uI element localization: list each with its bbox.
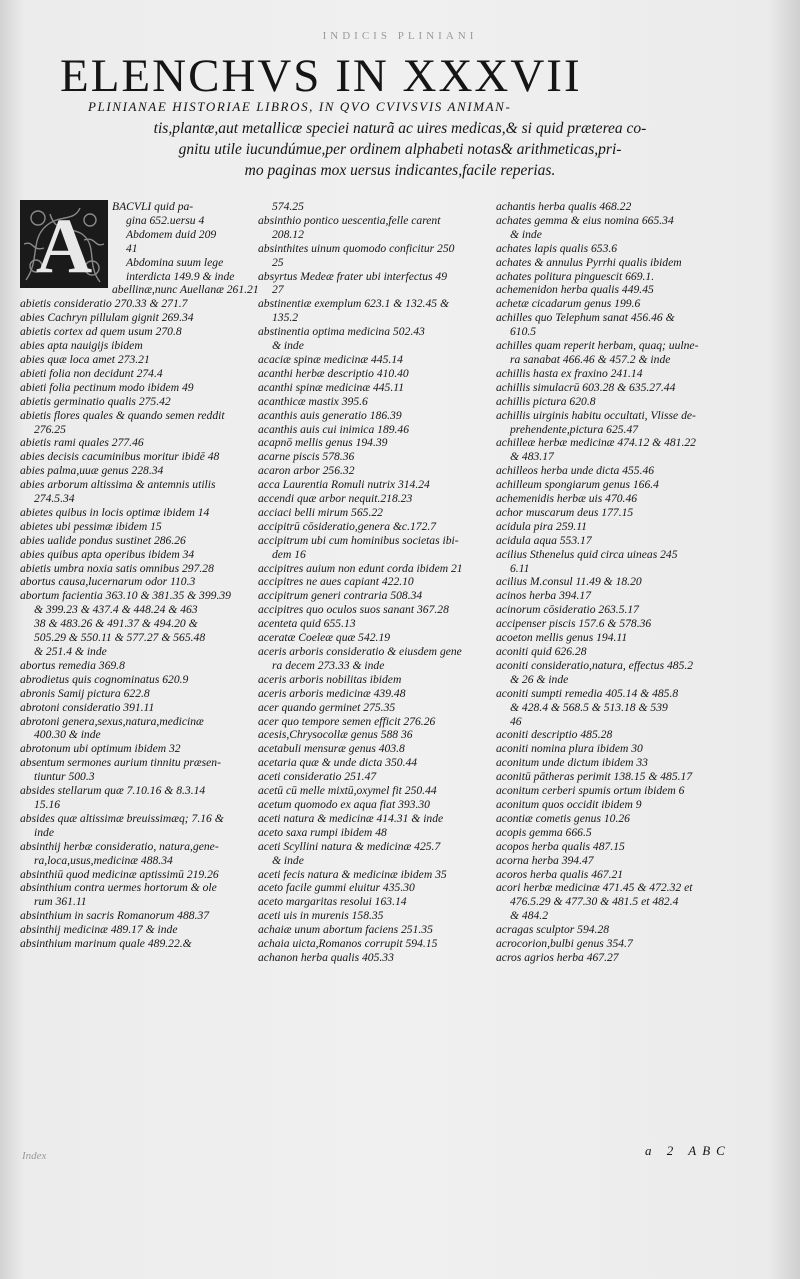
index-entry: gina 652.uersu 4 [126, 213, 205, 227]
index-entry: acetabuli mensuræ genus 403.8 [258, 742, 405, 756]
index-entry: absinthium in sacris Romanorum 488.37 [20, 909, 210, 923]
index-entry: absyrtus Medeæ frater ubi interfectus 49 [258, 269, 448, 283]
index-entry: acanthi herbæ descriptio 410.40 [258, 366, 409, 380]
index-entry: abies quæ loca amet 273.21 [20, 352, 150, 366]
footer-left-mark: Index [22, 1150, 47, 1162]
index-entry: abies decisis cacuminibus moritur ibidē 48 [20, 450, 220, 464]
index-entry: achetæ cicadarum genus 199.6 [496, 297, 641, 311]
index-entry: 476.5.29 & 477.30 & 481.5 et 482.4 [510, 895, 679, 909]
index-entry: 46 [510, 714, 522, 728]
index-column-2 [258, 200, 506, 965]
index-entry: acinos herba 394.17 [496, 589, 591, 603]
index-entry: dem 16 [272, 547, 306, 561]
index-entry: abies palma,uuæ genus 228.34 [20, 464, 164, 478]
index-entry: abstinentia optima medicina 502.43 [258, 325, 425, 339]
index-entry: acetum quomodo ex aqua fiat 393.30 [258, 797, 430, 811]
intro-paragraph [0, 118, 800, 181]
index-entry: ra,loca,usus,medicinæ 488.34 [34, 853, 173, 867]
index-entry: abrotoni genera,sexus,natura,medicinæ [20, 714, 204, 728]
index-entry: abortum facientia 363.10 & 381.35 & 399.39 [20, 589, 231, 603]
index-entry: achates politura pinguescit 669.1. [496, 269, 655, 283]
index-entry: acer quando germinet 275.35 [258, 700, 396, 714]
index-entry: 276.25 [34, 422, 66, 436]
index-entry: achaiæ unum abortum faciens 251.35 [258, 923, 433, 937]
index-entry: abellinæ,nunc Auellanæ 261.21 [112, 283, 259, 297]
index-entry: & 484.2 [510, 909, 549, 923]
index-entry: & inde [510, 227, 542, 241]
subtitle-caps: PLINIANAE HISTORIAE LIBROS, IN QVO CVIVSVIS ANIMAN- [88, 99, 512, 114]
index-entry: acrocorion,bulbi genus 354.7 [496, 937, 633, 951]
index-entry: aceto facile gummi eluitur 435.30 [258, 881, 415, 895]
index-entry: achillis uirginis habitu occultati, Vlisse de- [496, 408, 696, 422]
index-entry: abietis cortex ad quem usum 270.8 [20, 325, 182, 339]
index-entry: achates & annulus Pyrrhi qualis ibidem [496, 255, 682, 269]
index-entry: aconiti descriptio 485.28 [496, 728, 613, 742]
index-entry: accipitrum ubi cum hominibus societas ibi- [258, 533, 459, 547]
index-entry: abietis germinatio qualis 275.42 [20, 394, 171, 408]
index-entry: achilleos herba unde dicta 455.46 [496, 464, 655, 478]
index-entry: abies arborum altissima & antemnis utilis [20, 478, 216, 492]
index-entry: acorna herba 394.47 [496, 853, 594, 867]
index-entry: abrodietus quis cognominatus 620.9 [20, 672, 189, 686]
index-entry: acros agrios herba 467.27 [496, 950, 619, 964]
index-entry: accipitrum generi contraria 508.34 [258, 589, 423, 603]
index-entry: achemenidis herbæ uis 470.46 [496, 492, 638, 506]
index-entry: acenteta quid 655.13 [258, 617, 356, 631]
index-entry: BACVLI quid pa- [112, 200, 194, 213]
index-entry: acopis gemma 666.5 [496, 825, 592, 839]
index-entry: aconiti sumpti remedia 405.14 & 485.8 [496, 686, 679, 700]
index-entry: aceti uis in murenis 158.35 [258, 909, 384, 923]
index-entry: accendi quæ arbor nequit.218.23 [258, 492, 413, 506]
index-entry: 135.2 [272, 311, 299, 325]
index-entry: abies apta nauigijs ibidem [20, 339, 143, 353]
index-entry: aceris arboris nobilitas ibidem [258, 672, 402, 686]
index-entry: aceratæ Coeleæ quæ 542.19 [258, 631, 391, 645]
index-entry: abietes quibus in locis optimæ ibidem 14 [20, 505, 210, 519]
index-entry: achillis pictura 620.8 [496, 394, 596, 408]
index-entry: achillis simulacrū 603.28 & 635.27.44 [496, 380, 676, 394]
index-entry: tiuntur 500.3 [34, 770, 95, 784]
index-entry: aceris arboris medicinæ 439.48 [258, 686, 406, 700]
index-entry: & 251.4 & inde [34, 645, 107, 658]
index-entry: abietis umbra noxia satis omnibus 297.28 [20, 561, 214, 575]
index-entry: accipitres quo oculos suos sanant 367.28 [258, 603, 449, 617]
index-entry: accipitres auium non edunt corda ibidem 21 [258, 561, 463, 575]
index-entry: achillis hasta ex fraxino 241.14 [496, 366, 643, 380]
index-entry: aconitum quos occidit ibidem 9 [496, 797, 642, 811]
index-entry: interdicta 149.9 & inde [126, 269, 235, 283]
index-entry: acer quo tempore semen efficit 276.26 [258, 714, 436, 728]
index-entry: ra decem 273.33 & inde [272, 658, 385, 672]
index-entry: ra sanabat 466.46 & 457.2 & inde [510, 352, 671, 366]
index-entry: acetaria quæ & unde dicta 350.44 [258, 756, 418, 770]
index-entry: aconiti consideratio,natura, effectus 485.2 [496, 658, 694, 672]
index-entry: aconiti quid 626.28 [496, 645, 587, 658]
index-entry: aconitum cerberi spumis ortum ibidem 6 [496, 784, 685, 798]
index-entry: aconitum unde dictum ibidem 33 [496, 756, 648, 770]
index-entry: acanthis auis generatio 186.39 [258, 408, 402, 422]
index-entry: aceti consideratio 251.47 [258, 770, 377, 784]
index-entry: achaia uicta,Romanos corrupit 594.15 [258, 937, 438, 951]
initial-letter: A [35, 202, 93, 288]
index-entry: achilleæ herbæ medicinæ 474.12 & 481.22 [496, 436, 696, 450]
page-signature: a 2 ABC [645, 1143, 731, 1158]
index-entry: aconitū pātheras perimit 138.15 & 485.17 [496, 770, 693, 784]
index-entry: acapnō mellis genus 194.39 [258, 436, 388, 450]
index-entry: acidula pira 259.11 [496, 519, 587, 533]
index-entry: achilleum spongiarum genus 166.4 [496, 478, 659, 492]
index-entry: 208.12 [272, 227, 304, 241]
index-entry: achilles quam reperit herbam, quaq; uulne- [496, 339, 699, 353]
index-entry: acaron arbor 256.32 [258, 464, 355, 478]
index-entry: acinorum cōsideratio 263.5.17 [496, 603, 639, 617]
index-entry: abies quibus apta operibus ibidem 34 [20, 547, 195, 561]
index-entry: acilius Sthenelus quid circa uineas 245 [496, 547, 678, 561]
index-entry: aceto margaritas resolui 163.14 [258, 895, 407, 909]
index-entry: aceti Scyllini natura & medicinæ 425.7 [258, 839, 441, 853]
index-entry: rum 361.11 [34, 895, 87, 909]
index-entry: achor muscarum deus 177.15 [496, 505, 634, 519]
intro-line: tis,plantæ,aut metallicæ speciei naturã ac uires medicas,& si quid præterea co- [153, 120, 647, 137]
index-entry: acidula aqua 553.17 [496, 533, 592, 547]
index-entry: & 428.4 & 568.5 & 513.18 & 539 [510, 700, 668, 714]
index-entry: absinthium contra uermes hortorum & ole [20, 881, 217, 895]
index-entry: achates gemma & eius nomina 665.34 [496, 213, 674, 227]
index-entry: achilles quo Telephum sanat 456.46 & [496, 311, 675, 325]
index-entry: achantis herba qualis 468.22 [496, 200, 632, 213]
index-entry: accipitres ne aues capiant 422.10 [258, 575, 414, 589]
index-entry: Abdomem duid 209 [126, 227, 217, 241]
index-entry: prehendente,pictura 625.47 [510, 422, 639, 436]
index-entry: abietis consideratio 270.33 & 271.7 [20, 297, 188, 311]
index-entry: 274.5.34 [34, 492, 75, 506]
intro-line: mo paginas mox uersus indicantes,facile reperias. [244, 162, 556, 179]
index-entry: achemenidon herba qualis 449.45 [496, 283, 654, 297]
index-entry: 27 [272, 283, 284, 297]
index-entry: 574.25 [272, 200, 304, 213]
index-entry: Abdomina suum lege [126, 255, 224, 269]
index-entry: & 26 & inde [510, 672, 569, 686]
index-entry: acontiæ cometis genus 10.26 [496, 811, 630, 825]
index-entry: acilius M.consul 11.49 & 18.20 [496, 575, 642, 589]
index-entry: & inde [272, 853, 304, 867]
index-entry: abies Cachryn pillulam gignit 269.34 [20, 311, 194, 325]
index-entry: achates lapis qualis 653.6 [496, 241, 618, 255]
index-entry: absentum sermones aurium tinnitu præsen- [20, 756, 221, 770]
index-entry: acori herbæ medicinæ 471.45 & 472.32 et [496, 881, 693, 895]
index-entry: aceti fecis natura & medicinæ ibidem 35 [258, 867, 447, 881]
index-entry: & 399.23 & 437.4 & 448.24 & 463 [34, 603, 198, 617]
index-entry: 38 & 483.26 & 491.37 & 494.20 & [34, 617, 198, 631]
index-entry: acoeton mellis genus 194.11 [496, 631, 628, 645]
index-entry: abstinentiæ exemplum 623.1 & 132.45 & [258, 297, 449, 311]
index-entry: absinthij medicinæ 489.17 & inde [20, 923, 178, 937]
index-entry: acesis,Chrysocollæ genus 588 36 [258, 728, 413, 742]
index-entry: absinthij herbæ consideratio, natura,gene- [20, 839, 219, 853]
index-entry: accipenser piscis 157.6 & 578.36 [496, 617, 652, 631]
index-entry: 41 [126, 241, 138, 255]
intro-line: gnitu utile iucundúmue,per ordinem alphabeti notas& arithmeticas,pri- [178, 141, 622, 158]
index-entry: 25 [272, 255, 284, 269]
index-entry: abronis Samij pictura 622.8 [20, 686, 150, 700]
index-entry: abieti folia non decidunt 274.4 [20, 366, 163, 380]
index-entry: aceris arboris consideratio & eiusdem gene [258, 645, 462, 658]
index-column-1 [20, 200, 268, 951]
index-entry: acarne piscis 578.36 [258, 450, 355, 464]
index-entry: acciaci belli mirum 565.22 [258, 505, 383, 519]
index-entry: abieti folia pectinum modo ibidem 49 [20, 380, 194, 394]
index-entry: abietis flores quales & quando semen reddit [20, 408, 225, 422]
index-entry: abies ualide pondus sustinet 286.26 [20, 533, 186, 547]
page-title: ELENCHVS IN XXXVII [60, 50, 582, 102]
index-entry: accipitrū cōsideratio,genera &c.172.7 [258, 519, 437, 533]
index-entry: absides quæ altissimæ breuissimæq; 7.16 & [20, 811, 224, 825]
index-entry: acca Laurentia Romuli nutrix 314.24 [258, 478, 430, 492]
index-entry: acaciæ spinæ medicinæ 445.14 [258, 352, 403, 366]
index-entry: acetū cū melle mixtū,oxymel fit 250.44 [258, 784, 437, 798]
index-entry: abortus remedia 369.8 [20, 658, 125, 672]
index-entry: & 483.17 [510, 450, 554, 464]
index-entry: acoros herba qualis 467.21 [496, 867, 624, 881]
index-entry: absinthium marinum quale 489.22.& [20, 937, 192, 951]
index-entry: acanthicæ mastix 395.6 [258, 394, 368, 408]
index-entry: aceti natura & medicinæ 414.31 & inde [258, 811, 444, 825]
index-entry: & inde [272, 339, 304, 353]
index-entry: abrotoni consideratio 391.11 [20, 700, 155, 714]
index-entry: 6.11 [510, 561, 530, 575]
index-entry: 400.30 & inde [34, 728, 101, 742]
index-entry: acanthis auis cui inimica 189.46 [258, 422, 410, 436]
index-entry: acopos herba qualis 487.15 [496, 839, 625, 853]
index-entry: acanthi spinæ medicinæ 445.11 [258, 380, 404, 394]
index-entry: inde [34, 825, 54, 839]
index-entry: abortus causa,lucernarum odor 110.3 [20, 575, 196, 589]
decorated-initial [20, 200, 108, 288]
index-entry: abietes ubi pessimæ ibidem 15 [20, 519, 162, 533]
index-entry: 505.29 & 550.11 & 577.27 & 565.48 [34, 631, 206, 645]
index-entry: 610.5 [510, 325, 537, 339]
index-entry: acragas sculptor 594.28 [496, 923, 610, 937]
index-entry: aconiti nomina plura ibidem 30 [496, 742, 643, 756]
index-entry: absinthiū quod medicinæ aptissimū 219.26 [20, 867, 219, 881]
index-entry: aceto saxa rumpi ibidem 48 [258, 825, 387, 839]
running-head: INDICIS PLINIANI [322, 30, 478, 42]
index-entry: absinthites uinum quomodo conficitur 250 [258, 241, 455, 255]
index-entry: absides stellarum quæ 7.10.16 & 8.3.14 [20, 784, 206, 798]
index-entry: 15.16 [34, 797, 61, 811]
index-entry: achanon herba qualis 405.33 [258, 950, 394, 964]
index-column-3 [496, 200, 744, 965]
index-entry: abietis rami quales 277.46 [20, 436, 144, 450]
index-entry: absinthio pontico uescentia,felle carent [258, 213, 441, 227]
index-entry: abrotonum ubi optimum ibidem 32 [20, 742, 181, 756]
